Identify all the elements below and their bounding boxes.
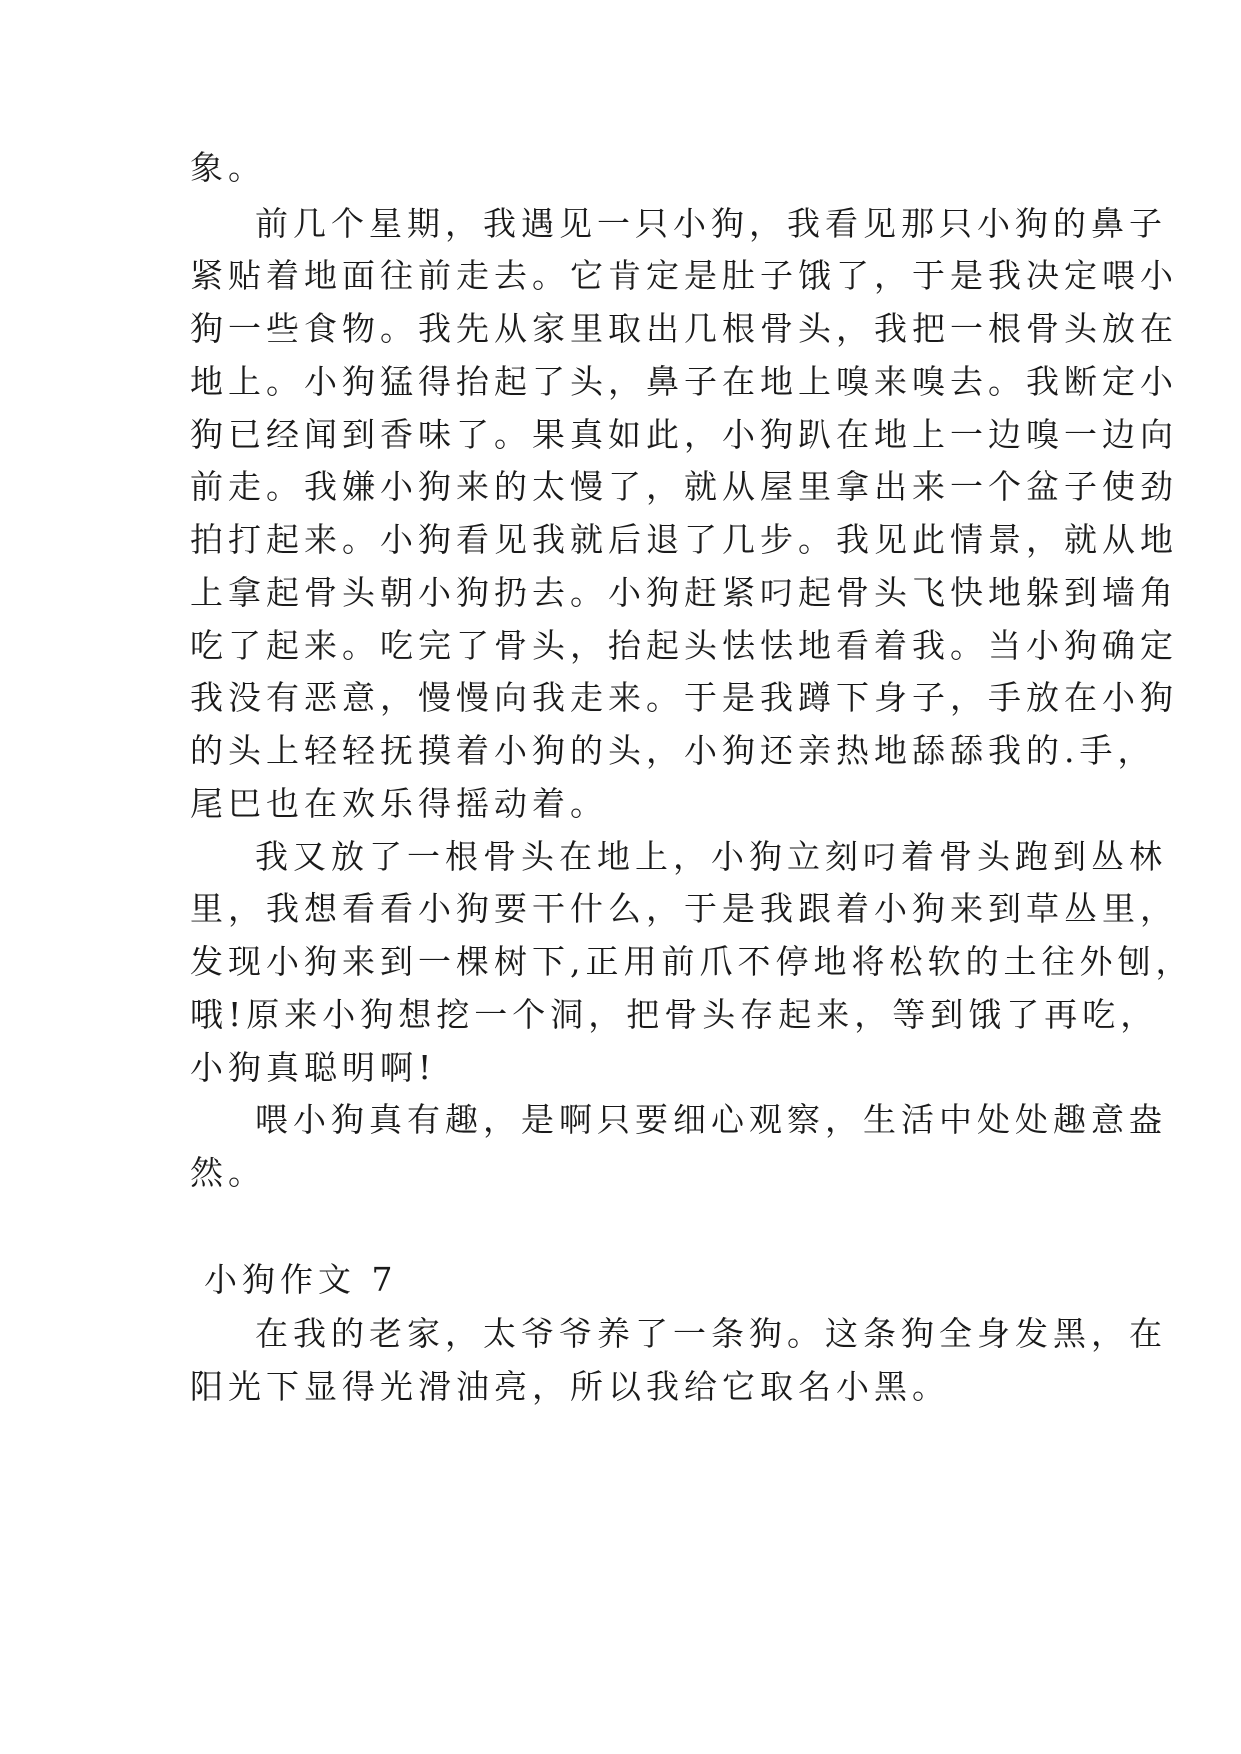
text-line: 里，我想看看小狗要干什么，于是我跟着小狗来到草丛里， bbox=[190, 889, 1178, 928]
text-line: 前走。我嫌小狗来的太慢了，就从屋里拿出来一个盆子使劲 bbox=[190, 467, 1178, 506]
text-line: 吃了起来。吃完了骨头，抬起头怯怯地看着我。当小狗确定 bbox=[190, 626, 1178, 665]
text-line: 尾巴也在欢乐得摇动着。 bbox=[190, 784, 608, 823]
text-line: 阳光下显得光滑油亮，所以我给它取名小黑。 bbox=[190, 1367, 950, 1406]
text-line: 小狗真聪明啊! bbox=[190, 1048, 437, 1087]
paragraph-first-line: 喂小狗真有趣，是啊只要细心观察，生活中处处趣意盎 bbox=[255, 1100, 1167, 1139]
paragraph-first-line: 前几个星期，我遇见一只小狗，我看见那只小狗的鼻子 bbox=[255, 204, 1167, 243]
text-line: 紧贴着地面往前走去。它肯定是肚子饿了，于是我决定喂小 bbox=[190, 256, 1178, 295]
text-line: 地上。小狗猛得抬起了头，鼻子在地上嗅来嗅去。我断定小 bbox=[190, 362, 1178, 401]
text-line: 发现小狗来到一棵树下,正用前爪不停地将松软的土往外刨， bbox=[190, 942, 1194, 981]
text-line: 狗已经闻到香味了。果真如此，小狗趴在地上一边嗅一边向 bbox=[190, 415, 1178, 454]
text-line: 象。 bbox=[190, 148, 266, 187]
text-line: 然。 bbox=[190, 1153, 266, 1192]
text-line: 拍打起来。小狗看见我就后退了几步。我见此情景，就从地 bbox=[190, 520, 1178, 559]
text-line: 我没有恶意，慢慢向我走来。于是我蹲下身子，手放在小狗 bbox=[190, 678, 1178, 717]
section-heading: 小狗作文 7 bbox=[204, 1260, 398, 1299]
paragraph-first-line: 我又放了一根骨头在地上，小狗立刻叼着骨头跑到丛林 bbox=[255, 837, 1167, 876]
text-line: 哦!原来小狗想挖一个洞，把骨头存起来，等到饿了再吃， bbox=[190, 995, 1159, 1034]
text-line: 的头上轻轻抚摸着小狗的头，小狗还亲热地舔舔我的.手， bbox=[190, 731, 1156, 770]
text-line: 上拿起骨头朝小狗扔去。小狗赶紧叼起骨头飞快地躲到墙角 bbox=[190, 573, 1178, 612]
text-line: 狗一些食物。我先从家里取出几根骨头，我把一根骨头放在 bbox=[190, 309, 1178, 348]
paragraph-first-line: 在我的老家，太爷爷养了一条狗。这条狗全身发黑，在 bbox=[255, 1314, 1167, 1353]
